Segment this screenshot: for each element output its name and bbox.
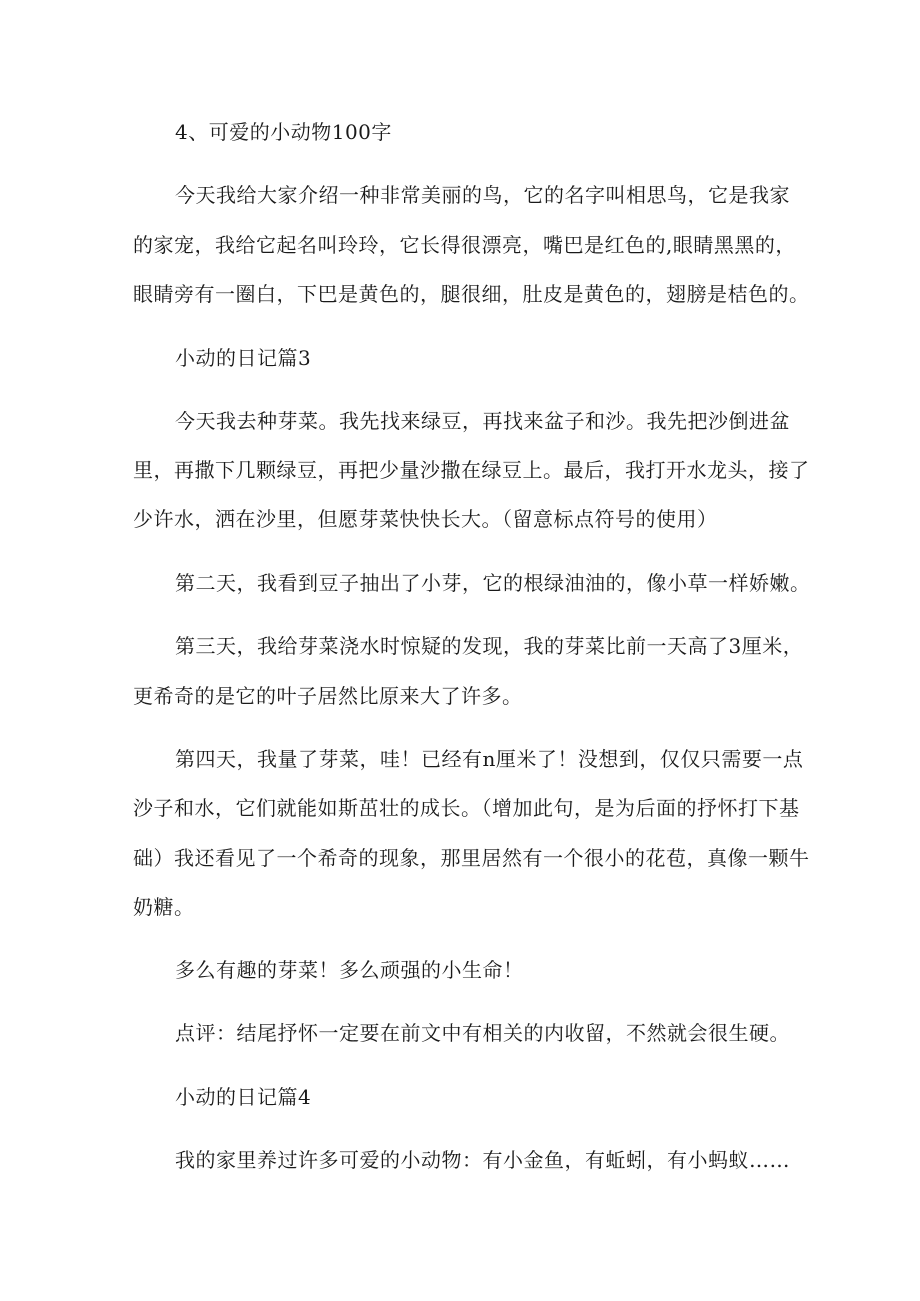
paragraph-line: 多么有趣的芽菜！多么顽强的小生命！ xyxy=(175,958,524,982)
paragraph-line: 沙子和水，它们就能如斯茁壮的成长。（增加此句，是为后面的抒怀打下基 xyxy=(133,796,800,820)
paragraph-line: 少许水，洒在沙里，但愿芽菜快快长大。（留意标点符号的使用） xyxy=(133,507,718,531)
section-heading: 4、可爱的小动物100字 xyxy=(175,120,392,144)
paragraph-line: 第二天，我看到豆子抽出了小芽，它的根绿油油的，像小草一样娇嫩。 xyxy=(175,571,811,595)
paragraph-line: 奶糖。 xyxy=(133,895,195,919)
paragraph-line: 础）我还看见了一个希奇的现象，那里居然有一个很小的花苞，真像一颗牛 xyxy=(133,846,810,870)
section-heading: 小动的日记篇3 xyxy=(175,346,312,370)
paragraph-line: 我的家里养过许多可爱的小动物：有小金鱼，有蚯蚓，有小蚂蚁…… xyxy=(175,1148,790,1172)
paragraph-line: 更希奇的是它的叶子居然比原来大了许多。 xyxy=(133,684,523,708)
section-heading: 小动的日记篇4 xyxy=(175,1085,312,1109)
paragraph-line: 眼睛旁有一圈白，下巴是黄色的，腿很细，肚皮是黄色的，翅膀是桔色的。 xyxy=(133,282,810,306)
paragraph-line: 的家宠，我给它起名叫玲玲，它长得很漂亮，嘴巴是红色的,眼睛黑黑的， xyxy=(133,233,796,257)
paragraph-line: 第三天，我给芽菜浇水时惊疑的发现，我的芽菜比前一天高了3厘米， xyxy=(175,634,804,658)
paragraph-line: 里，再撒下几颗绿豆，再把少量沙撒在绿豆上。最后，我打开水龙头，接了 xyxy=(133,458,810,482)
paragraph-line: 今天我去种芽菜。我先找来绿豆，再找来盆子和沙。我先把沙倒进盆 xyxy=(175,409,790,433)
paragraph-line: 今天我给大家介绍一种非常美丽的鸟，它的名字叫相思鸟，它是我家 xyxy=(175,183,790,207)
review-comment: 点评：结尾抒怀一定要在前文中有相关的内收留，不然就会很生硬。 xyxy=(175,1021,790,1045)
paragraph-line: 第四天，我量了芽菜，哇！已经有n厘米了！没想到，仅仅只需要一点 xyxy=(175,747,804,771)
